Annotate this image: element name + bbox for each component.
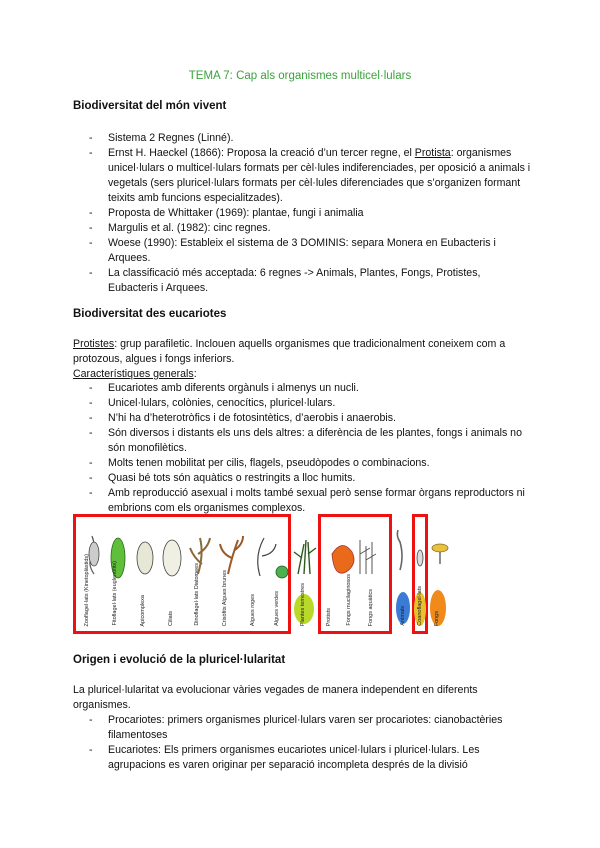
list-item: - Margulis et al. (1982): cinc regnes. — [73, 221, 533, 236]
protists-text: : grup parafiletic. Inclouen aquells organismes que tradicionalment coneixem com a protozous, algues i fongs inferiors. — [73, 338, 506, 365]
zooflagellate-body — [89, 542, 99, 566]
protists-term: Protistes — [73, 338, 115, 350]
ciliate-sketch — [163, 540, 181, 576]
list-item: - Sistema 2 Regnes (Linné). — [73, 131, 533, 146]
figure-label: Algues verdes — [274, 591, 280, 626]
figure-label: Fongs mucilaginosos — [346, 574, 352, 626]
eukaryote-features-list — [73, 381, 533, 516]
list-item: - Són diversos i distants els uns dels altres: a diferència de les plantes, fongs i animals no són monofilètics. — [73, 426, 533, 456]
apicomplexa-sketch — [137, 542, 153, 574]
diatom-sketch — [190, 538, 210, 574]
brown-algae-sketch — [220, 536, 243, 574]
list-item: - N’hi ha d’heterotròfics i de fotosintètics, d’aerobis i anaerobis. — [73, 411, 533, 426]
figure-label: Coanoflagel·lats — [417, 586, 423, 626]
heading-eukaryotes: Biodiversitat des eucariotes — [73, 308, 227, 320]
figure-label: Plantes terrestres — [300, 582, 306, 626]
figure-label: Zooflagel·lats (Kinetoplàstids) — [84, 553, 90, 626]
animal-sketch — [397, 530, 402, 570]
haeckel-rest: : organismes unicel·lulars o multicel·lulars formats per cèl·lules indiferenciades, per oposició a animals i vegetals (sers pluricel·lulars formats per cèl·lules diferenciades que s’organizen formant teixits amb funcions especialitzades). — [108, 147, 531, 204]
figure-label: Protists — [326, 607, 332, 626]
biodiversity-list — [73, 131, 533, 296]
mushroom-cap-sketch — [432, 544, 448, 552]
land-plant-sketch — [294, 540, 316, 574]
list-item: - Amb reproducció asexual i molts també sexual però sense formar òrgans reproductors ni embrions com els organismes complexos. — [73, 486, 533, 516]
figure-label: Algues roges — [250, 593, 256, 626]
red-algae-sketch — [258, 538, 276, 576]
list-item: - Procariotes: primers organismes pluricel·lulars varen ser procariotes: cianobactèries filamentoses — [73, 713, 533, 743]
water-mold-sketch — [360, 540, 376, 574]
figure-label: Fitoflagel·lats (euglenòfits) — [112, 561, 118, 626]
origin-intro: La pluricel·lularitat va evolucionar vàries vegades de manera independent en diferents organismes. — [73, 684, 478, 711]
heading-biodiversity: Biodiversitat del món vivent — [73, 100, 227, 112]
list-item: - Eucariotes: Els primers organismes eucariotes unicel·lulars i pluricel·lulars. Les agrupacions es varen originar per separació incompleta després de la divisió — [73, 743, 533, 773]
slime-mold-sketch — [332, 545, 354, 573]
page-title: TEMA 7: Cap als organismes multicel·lulars — [188, 70, 412, 82]
figure-label: Apicomplexa — [140, 594, 146, 626]
features-label-line — [73, 367, 533, 382]
list-item: - Woese (1990): Estableix el sistema de 3 DOMINIS: separa Monera en Eubacteris i Arquees. — [73, 236, 533, 266]
list-item: - Quasi bé tots són aquàtics o restringits a lloc humits. — [73, 471, 533, 486]
list-item: - Eucariotes amb diferents orgànuls i almenys un nucli. — [73, 381, 533, 396]
protists-paragraph — [73, 337, 533, 367]
origin-list — [73, 713, 533, 773]
figure-label: Ciliats — [168, 611, 174, 626]
eukaryote-figure — [70, 514, 530, 638]
list-item: - Unicel·lulars, colònies, cenocítics, pluricel·lulars. — [73, 396, 533, 411]
figure-label: Dinoflagel·lats Diatomees — [194, 563, 200, 626]
protista-term: Protista — [414, 147, 451, 159]
figure-label: Fongs — [434, 610, 440, 626]
figure-label: Fongs aquàtics — [368, 588, 374, 626]
list-item: - La classificació més acceptada: 6 regnes -> Animals, Plantes, Fongs, Protistes, Eubacteris i Arquees. — [73, 266, 533, 296]
haeckel-text: Ernst H. Haeckel (1866): Proposa la creació d’un tercer regne, el — [108, 147, 415, 159]
list-item: - Molts tenen mobilitat per cilis, flagels, pseudòpodes o combinacions. — [73, 456, 533, 471]
green-algae-sketch — [276, 566, 288, 578]
list-item — [73, 146, 533, 206]
features-label: Característiques generals — [73, 368, 194, 380]
choanoflagellate-sketch — [417, 550, 423, 566]
features-colon: : — [193, 368, 197, 380]
list-item: - Proposta de Whittaker (1969): plantae, fungi i animalia — [73, 206, 533, 221]
figure-label: Crisòfits Algues brunes — [222, 569, 228, 626]
figure-label: Animals — [400, 606, 406, 626]
heading-origin: Origen i evolució de la pluricel·lularitat — [73, 654, 286, 666]
